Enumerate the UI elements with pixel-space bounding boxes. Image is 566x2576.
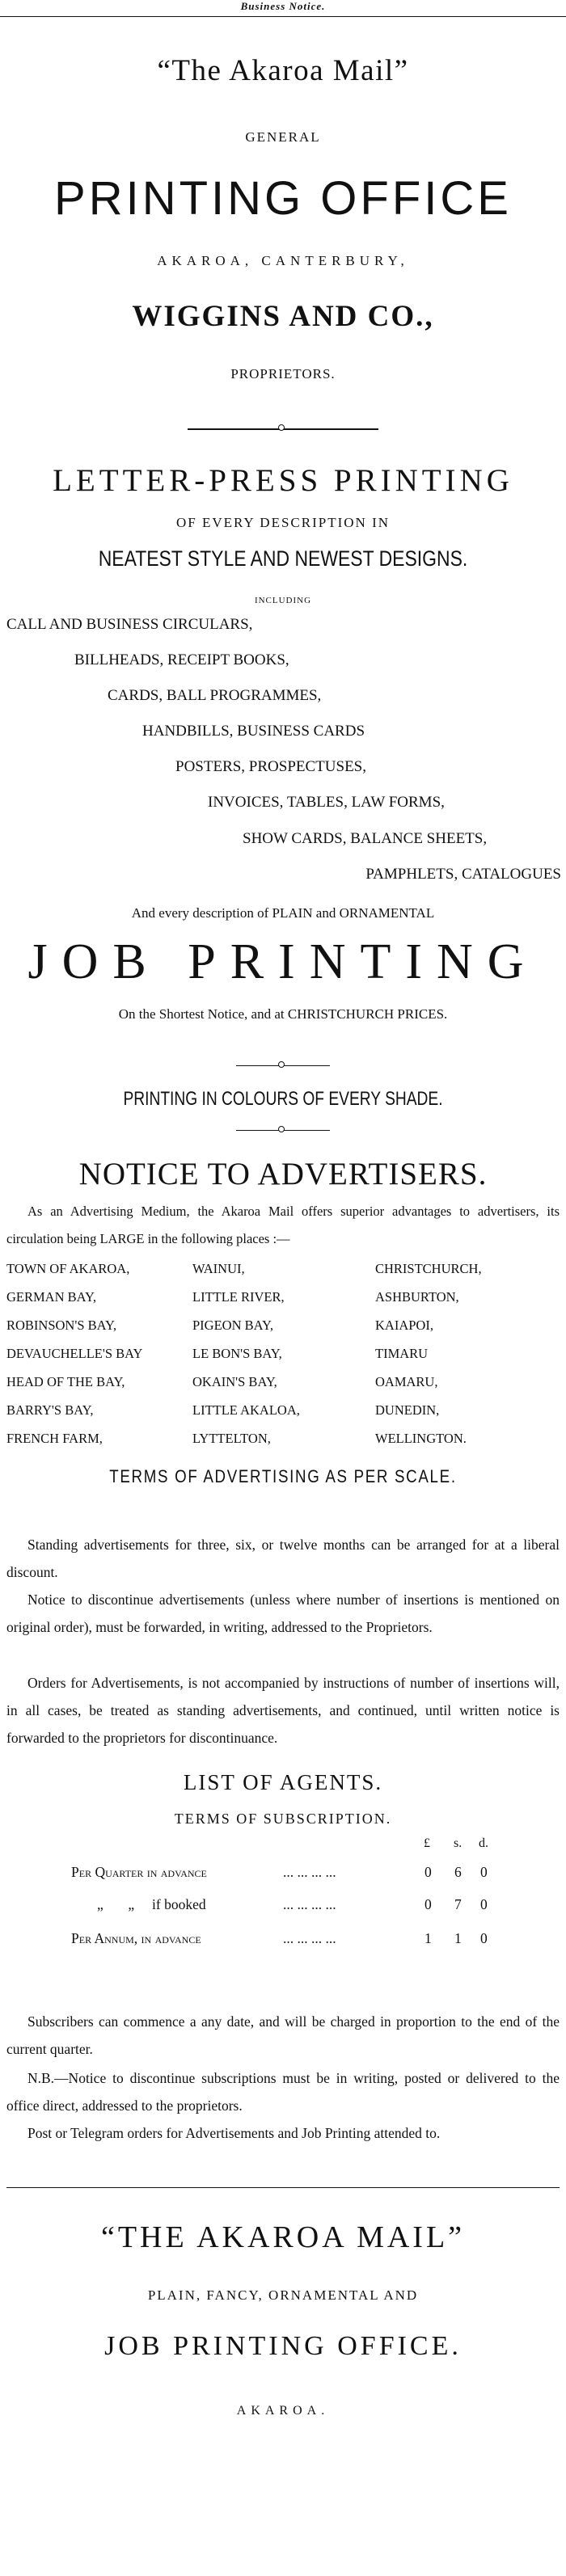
subscription-pounds: 1 xyxy=(424,1930,432,1946)
colours-line: PRINTING IN COLOURS OF EVERY SHADE. xyxy=(123,1088,443,1110)
service-item: CARDS, BALL PROGRAMMES, xyxy=(108,687,322,704)
subscription-leaders: ... ... ... ... xyxy=(283,1896,336,1912)
place-cell: GERMAN BAY, xyxy=(6,1289,96,1305)
place-cell: TOWN OF AKAROA, xyxy=(6,1261,130,1276)
place-cell: LYTTELTON, xyxy=(192,1431,271,1446)
divider-ornament xyxy=(278,1126,285,1132)
notice-heading: NOTICE TO ADVERTISERS. xyxy=(78,1157,488,1191)
place-cell: WAINUI, xyxy=(192,1261,245,1276)
divider-ornament xyxy=(278,1061,285,1068)
place-cell: DEVAUCHELLE'S BAY xyxy=(6,1346,143,1361)
place-cell: LITTLE AKALOA, xyxy=(192,1402,300,1418)
terms-scale-line: TERMS OF ADVERTISING AS PER SCALE. xyxy=(109,1466,457,1486)
place-cell: FRENCH FARM, xyxy=(6,1431,103,1446)
place-cell: PIGEON BAY, xyxy=(192,1318,273,1333)
service-item: INVOICES, TABLES, LAW FORMS, xyxy=(208,794,445,811)
footer-title: “THE AKAROA MAIL” xyxy=(100,2220,466,2254)
footer-akaroa: AKAROA. xyxy=(236,2404,330,2418)
divider-ornament xyxy=(278,424,285,431)
subscription-leaders: ... ... ... ... xyxy=(283,1930,336,1946)
place-cell: OKAIN'S BAY, xyxy=(192,1374,277,1389)
advertising-medium-intro: As an Advertising Medium, the Akaroa Mail offers superior advantages to advertisers, its circulation being LARGE in the following places :— xyxy=(6,1204,560,1246)
place-cell: LE BON'S BAY, xyxy=(192,1346,282,1361)
place-cell: WELLINGTON. xyxy=(375,1431,467,1446)
place-cell: ROBINSON'S BAY, xyxy=(6,1318,116,1333)
subscription-label: Per Quarter in advance xyxy=(71,1864,207,1880)
shortest-notice-line: On the Shortest Notice, and at CHRISTCHURCH PRICES. xyxy=(118,1006,448,1022)
footer-plain-fancy: PLAIN, FANCY, ORNAMENTAL AND xyxy=(147,2287,419,2303)
subscription-shillings: 6 xyxy=(454,1864,462,1880)
mail-title: “The Akaroa Mail” xyxy=(157,54,409,87)
place-cell: DUNEDIN, xyxy=(375,1402,440,1418)
subscription-pence: 0 xyxy=(480,1930,488,1946)
subscription-label: Per Annum, in advance xyxy=(71,1930,201,1946)
neatest-style-line: NEATEST STYLE AND NEWEST DESIGNS. xyxy=(98,546,468,571)
discontinue-ads-paragraph: Notice to discontinue advertisements (unless where number of insertions is mentioned on original order), must be forwarded, in writing, addressed to the Proprietors. xyxy=(6,1592,560,1635)
letterpress-heading: LETTER-PRESS PRINTING xyxy=(53,463,513,498)
subscription-pounds: 0 xyxy=(424,1896,432,1912)
subscription-label: „ „ if booked xyxy=(97,1896,206,1912)
place-cell: OAMARU, xyxy=(375,1374,438,1389)
orders-paragraph: Orders for Advertisements, is not accompanied by instructions of number of insertions will, in all cases, be treated as standing advertisements, and continued, until written notice is forwarded to the proprietors for discontinuance. xyxy=(6,1675,560,1746)
general-label: GENERAL xyxy=(245,129,321,145)
subscription-shillings: 7 xyxy=(454,1896,462,1912)
place-cell: TIMARU xyxy=(375,1346,429,1361)
post-telegram-paragraph: Post or Telegram orders for Advertisements and Job Printing attended to. xyxy=(27,2125,441,2141)
printing-office-heading: PRINTING OFFICE xyxy=(54,172,512,225)
subscription-leaders: ... ... ... ... xyxy=(283,1864,336,1880)
standing-ads-paragraph: Standing advertisements for three, six, or twelve months can be arranged for at a liberal discount. xyxy=(6,1537,560,1580)
place-cell: KAIAPOI, xyxy=(375,1318,433,1333)
subscription-heading: TERMS OF SUBSCRIPTION. xyxy=(174,1811,392,1827)
subscription-pence: 0 xyxy=(480,1864,488,1880)
plain-ornamental-line: And every description of PLAIN and ORNAMENTAL xyxy=(131,905,435,921)
service-item: CALL AND BUSINESS CIRCULARS, xyxy=(6,616,253,633)
service-item: HANDBILLS, BUSINESS CARDS xyxy=(142,723,365,740)
place-cell: BARRY'S BAY, xyxy=(6,1402,94,1418)
place-cell: CHRISTCHURCH, xyxy=(375,1261,482,1276)
page-header-label: Business Notice. xyxy=(240,0,326,12)
subscription-pence: 0 xyxy=(480,1896,488,1912)
footer-rule xyxy=(6,2187,560,2188)
top-rule xyxy=(0,16,566,17)
proprietors-label: PROPRIETORS. xyxy=(230,366,336,382)
service-item: SHOW CARDS, BALANCE SHEETS, xyxy=(243,830,488,847)
firm-name: WIGGINS AND CO., xyxy=(132,300,434,333)
currency-header-pounds: £ xyxy=(424,1836,430,1850)
service-item: BILLHEADS, RECEIPT BOOKS, xyxy=(74,651,289,668)
service-item: POSTERS, PROSPECTUSES, xyxy=(175,758,366,775)
agents-heading: LIST OF AGENTS. xyxy=(183,1770,383,1794)
place-cell: LITTLE RIVER, xyxy=(192,1289,285,1305)
job-printing-heading: JOB PRINTING xyxy=(27,934,539,989)
place-cell: ASHBURTON, xyxy=(375,1289,459,1305)
subscription-pounds: 0 xyxy=(424,1864,432,1880)
every-description-line: OF EVERY DESCRIPTION IN xyxy=(175,515,391,530)
currency-header-shillings: s. xyxy=(454,1836,463,1850)
nb-paragraph: N.B.—Notice to discontinue subscriptions must be in writing, posted or delivered to the office direct, addressed to the proprietors. xyxy=(6,2070,560,2114)
including-label: INCLUDING xyxy=(254,596,312,605)
place-cell: HEAD OF THE BAY, xyxy=(6,1374,125,1389)
subscription-shillings: 1 xyxy=(454,1930,462,1946)
subscribers-paragraph: Subscribers can commence a any date, and will be charged in proportion to the end of the current quarter. xyxy=(6,2013,560,2057)
currency-header-pence: d. xyxy=(479,1836,488,1850)
service-item: PAMPHLETS, CATALOGUES xyxy=(365,866,561,883)
location-line: AKAROA, CANTERBURY, xyxy=(157,253,409,268)
footer-job-printing: JOB PRINTING OFFICE. xyxy=(104,2331,462,2361)
